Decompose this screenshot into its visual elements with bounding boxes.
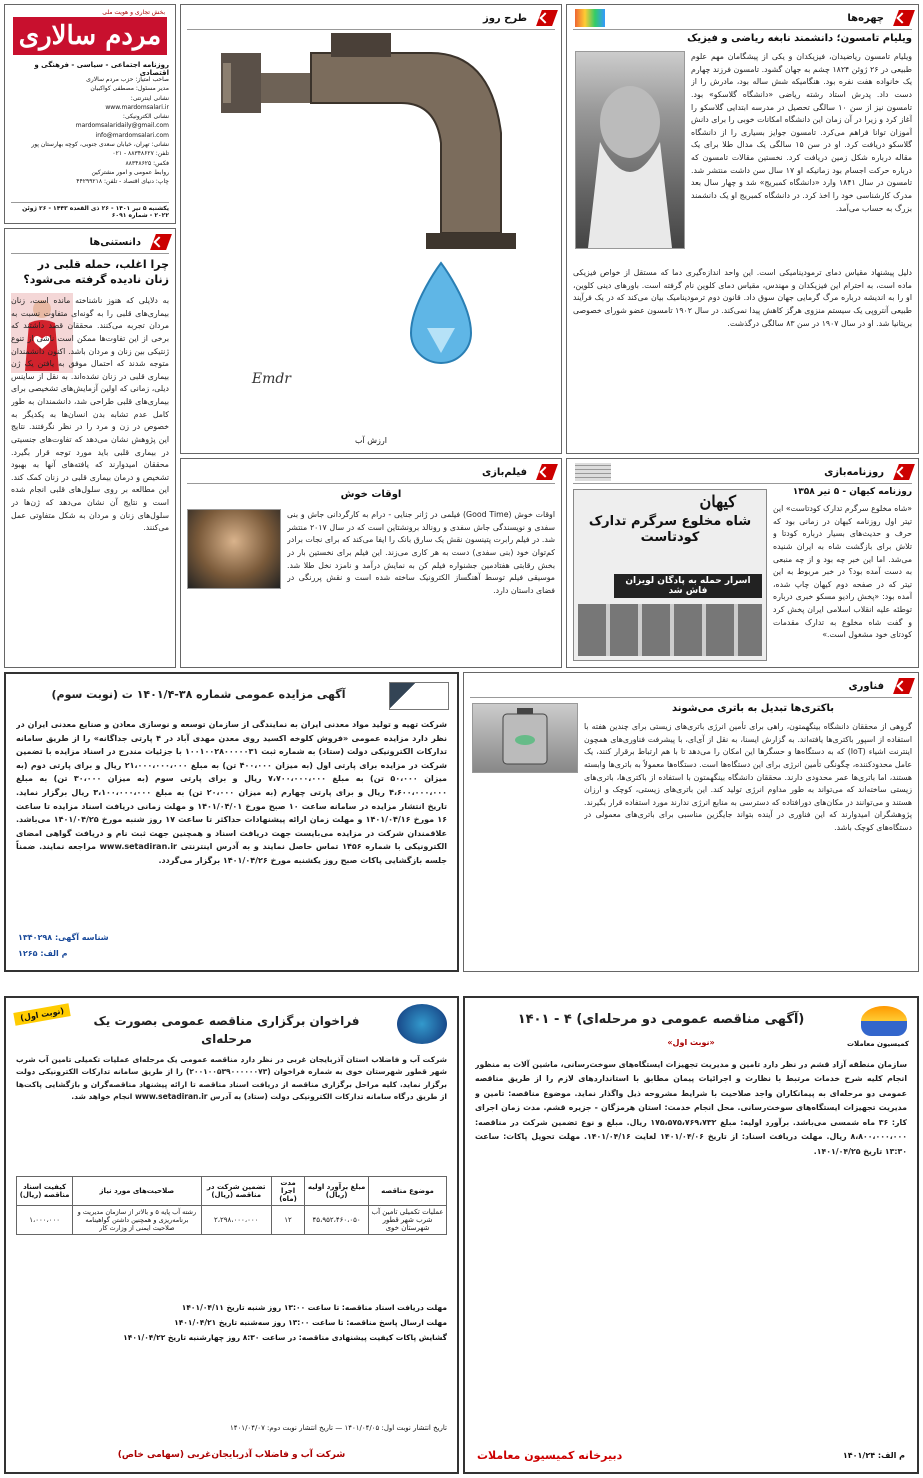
section-arrow-icon xyxy=(888,10,912,26)
ad-id: شناسه آگهی: ۱۳۴۰۲۹۸ xyxy=(18,933,109,942)
article-headline: چرا اغلب، حمله قلبی در زنان نادیده گرفته می‌شود؟ xyxy=(23,258,169,287)
article-body: اوقات خوش (Good Time) فیلمی در ژانر جنایی - درام به کارگردانی جاش و بنی سفدی و نویسندگی جاش سفدی و رونالد برونشتاین است که در سال ۲۰۱۷ منتشر شد. در فیلم رابرت پتینسون نقش یک سارق بانک را ایفا می‌کند که برای نجات برادر کم‌توان خود (بنی سفدی) دست به هر کاری می‌زند. این فیلم برای نخستین بار در بخش رقابتی هفتادمین جشنواره فیلم کن به نمایش درآمد و نامزد نخل طلا شد. موسیقی فیلم توسط آهنگساز الکترونیک ساخته شده است و نقش پررنگی در فضای داستان دارد. xyxy=(287,510,555,595)
article-headline: اوقات خوش xyxy=(340,489,402,500)
article-body: ویلیام تامسون ریاضیدان، فیزیکدان و یکی از پیشگامان مهم علوم طبیعی در ۲۶ ژوئن ۱۸۲۴ چشم به جهان گشود. تامسون فرزند چهارم یک خانواده هفت نفره بود. هنگامیکه شش ساله بود، مادرش را از دست داد. پدرش استاد رشته ریاضی «دانشگاه گلاسکو» بود. تامسون نیز از سن ۱۰ سالگی تحصیل در مدرسه ابتدایی گلاسکو را آغاز کرد و زیرا در آن زمان این دانشگاه امکانات خوبی را برای دانش آموزان توانا فراهم می‌کرد. تامسون جوایز بسیاری را از دانشگاه گلاسکو دریافت کرد. او در سن ۱۵ سالگی یک مدال طلا برای یک مقاله درباره شکل زمین دریافت کرد. نخستین مقالات تامسون که درباره حرکت اجسام بود زمانیکه او ۱۷ سال سن داشت منتشر شد. تامسون در سال ۱۸۴۱ وارد «دانشگاه کمبریج» شد و چهار سال بعد مدرک کارشناسی خود را اخذ کرد. در دانشگاه کمبریج او یک دانشمند بزرگ به حساب می‌آمد. xyxy=(691,52,912,213)
paper-sub-headline: اسرار حمله به پادگان لویزان فاش شد xyxy=(614,574,762,598)
ad-body: شرکت آب و فاضلاب استان آذربایجان غربی در نظر دارد مناقصه عمومی یک مرحله‌ای عملیات تکمیلی تامین آب شرب شهر قطور شهرستان خوی به شماره فراخوان (۲۰۰۱۰۰۵۳۹۰۰۰۰۰۰۷۳) را از طریق سامانه تدارکات الکترونیکی دولت برگزار نماید. کلیه مراحل برگزاری مناقصه از دریافت اسناد مناقصه تا ارائه پیشنهاد مناقصه‌گران و بازگشایی پاکت‌ها از طریق درگاه سامانه تدارکات الکترونیکی دولت (ستاد) به آدرس www.setadiran.ir انجام خواهد شد. xyxy=(16,1055,447,1102)
ad-dates: مهلت دریافت اسناد مناقصه: تا ساعت ۱۳:۰۰ روز شنبه تاریخ ۱۴۰۱/۰۴/۱۱ مهلت ارسال پاسخ مناقصه: تا ساعت ۱۳:۰۰ روز سه‌شنبه تاریخ ۱۴۰۱/۰۴/۲۱ گشایش پاکات کیفیت پیشنهادی مناقصه: در ساعت ۸:۳۰ روز چهارشنبه تاریخ ۱۴۰۱/۰۴/۲۲ xyxy=(123,1303,447,1342)
section-arrow-icon xyxy=(888,678,912,694)
ad-org: کمیسیون معاملات xyxy=(847,1040,909,1048)
section-arrow-icon xyxy=(531,464,555,480)
article-headline: باکتری‌ها تبدیل به باتری می‌شوند xyxy=(671,703,835,714)
masthead-info: صاحب امتیاز: حزب مردم سالاری مدیر مسئول: مصطفی کواکبیان نشانی اینترنتی: www.mardomsalari.ir نشانی الکترونیکی: mardomsalaridaily@gmail.com info@mardomsalari.com نشانی: تهران، خیابان سعدی جنوبی، کوچه بهارستان پور تلفن: ۸۸۳۴۸۶۲۷ - ۰۲۱ فکس: ۸۸۳۴۸۶۲۵ روابط عمومی و امور مشترکین چاپ: دنیای اقتصاد - تلفن: ۴۴۲۹۹۲۱۸ xyxy=(31,76,169,186)
article-body-continued: دلیل پیشنهاد مقیاس دمای ترمودینامیکی است. این واحد اندازه‌گیری دما که مستقل از خواص فیزیکی ماده است، به احترام این فیزیکدان و مهندس، مقیاس دمای کلوین نام گرفته است. باورهای دینی کلوین، او را به اندیشه درباره مرگ گرمایی جهان سوق داد. قانون دوم ترمودینامیک بیان می‌کند که در یک فرآیند طبیعی آنتروپی یک سیستم منزوی هرگز کاهش پیدا نمی‌کند. در سال ۱۹۰۲ تامسون عضو شورای خصوصی بریتانیا شد. او در سال ۱۹۰۷ در سن ۸۳ سالگی درگذشت. xyxy=(573,268,912,328)
masthead xyxy=(4,4,176,224)
film-section xyxy=(180,458,562,668)
section-arrow-icon xyxy=(531,10,555,26)
ad-badge: (نوبت اول) xyxy=(13,1003,71,1026)
section-header: فیلم‌بازی xyxy=(482,462,555,482)
ad-title: (آگهی مناقصه عمومی دو مرحله‌ای) ۴ - ۱۴۰۱ xyxy=(517,1012,805,1027)
science-section xyxy=(4,228,176,668)
stacked-papers-icon xyxy=(575,463,611,481)
svg-text:Emdr: Emdr xyxy=(251,371,291,387)
qeshm-tender-ad xyxy=(463,996,919,1474)
paper-big-headline: شاه مخلوع سرگرم تدارک کودتاست xyxy=(588,514,752,546)
film-still-photo xyxy=(187,509,281,589)
portraits-section xyxy=(566,4,919,454)
ad-body: سازمان منطقه آزاد قشم در نظر دارد تامین و مدیریت تجهیزات ایستگاه‌های سوخت‌رسانی، ماشین آلات به منظور انجام کلیه شرح خدمات مرتبط با نظارت و اجرائیات پیمان مطابق با استانداردهای لازم را از طریق مناقصه عمومی دو مرحله‌ای به پیمانکاران واجد صلاحیت با شرایط مشروحه ذیل واگذار نماید. موضوع مناقصه: تامین و مدیریت تجهیزات ایستگاه‌های سوخت‌رسانی. محل انجام خدمت: استان هرمزگان - جزیره قشم. مدت زمان اجرای کار: ۳۶ ماه شمسی می‌باشد. برآورد اولیه: مبلغ ۱۷۵،۵۷۵،۷۶۹،۷۳۲ ریال. مبلغ و نوع تضمین شرکت در مناقصه: ۸،۸۰۰،۰۰۰،۰۰۰ ریال. مهلت دریافت اسناد: از تاریخ ۱۴۰۱/۰۴/۰۶ لغایت ۱۴۰۱/۰۴/۱۶. مهلت تحویل پاکات: ساعت ۱۳:۳۰ تاریخ ۱۴۰۱/۰۴/۲۵. xyxy=(475,1060,907,1156)
portrait-photo xyxy=(575,51,685,249)
bacteria-battery-icon xyxy=(473,704,577,772)
ad-title: فراخوان برگزاری مناقصه عمومی بصورت یک مرحله‌ای xyxy=(93,1014,360,1046)
section-header: دانستنی‌ها xyxy=(90,232,169,252)
water-company-logo xyxy=(397,1004,447,1044)
ad-title: آگهی مزایده عمومی شماره ۳۸-۱۴۰۱/۴ ت (نوبت سوم) xyxy=(51,688,346,701)
paper-name: کیهان xyxy=(699,492,736,511)
ad-footer: دبیرخانه کمیسیون معاملات xyxy=(477,1449,623,1462)
section-header: روزنامه‌بازی xyxy=(824,462,912,482)
ad-note: تاریخ انتشار نوبت اول: ۱۴۰۱/۰۴/۰۵ — تاریخ انتشار نوبت دوم: ۱۴۰۱/۰۴/۰۷ xyxy=(230,1424,447,1432)
colorful-logo-icon xyxy=(575,9,605,27)
section-header: طرح روز xyxy=(483,8,555,28)
paper-photos xyxy=(578,604,762,656)
ad-badge: «نوبت اول» xyxy=(667,1038,715,1047)
technology-section xyxy=(463,672,919,972)
section-header: چهره‌ها xyxy=(847,8,912,28)
section-header: فناوری xyxy=(848,676,912,696)
cartoon-section xyxy=(180,4,562,454)
ad-code: م الف: ۱۲۶۵ xyxy=(18,949,68,958)
faucet-drop-cartoon xyxy=(201,33,543,428)
newspaper-logo: مردم سالاری xyxy=(13,17,167,55)
section-arrow-icon xyxy=(888,464,912,480)
ad-code: م الف: ۱۴۰۱/۲۴ xyxy=(842,1451,905,1460)
ad-footer: شرکت آب و فاضلاب آذربایجان‌غربی (سهامی خاص) xyxy=(117,1450,346,1460)
portrait-sketch-icon xyxy=(576,52,684,248)
ad-table: موضوع مناقصه مبلغ برآورد اولیه (ریال) مدت اجرا (ماه) تضمین شرکت در مناقصه (ریال) صلاحیت‌های مورد نیاز کیفیت اسناد مناقصه (ریال) عملیات تکمیلی تامین آب شرب شهر قطور شهرستان خوی ۴۵،۹۵۲،۴۶۰،۰۵۰ ۱۲ ۲،۲۹۸،۰۰۰،۰۰۰ رشته آب پایه ۵ و بالاتر از سازمان مدیریت و برنامه‌ریزی و همچنین داشتن گواهینامه صلاحیت ایمنی از وزارت کار ۱،۰۰۰،۰۰۰ xyxy=(16,1176,447,1235)
cartoon-caption: ارزش آب xyxy=(354,436,387,445)
article-headline: روزنامه کیهان - ۵ تیر ۱۳۵۸ xyxy=(792,487,912,497)
ad-org-logo xyxy=(389,682,449,710)
water-tender-ad xyxy=(4,996,459,1474)
masthead-tagline: بخش تجاری و هویت ملی xyxy=(102,9,165,16)
battery-illustration xyxy=(472,703,578,773)
article-headline: ویلیام تامسون؛ دانشمند نابغه ریاضی و فیزیک xyxy=(687,33,912,44)
newspaper-archive-section xyxy=(566,458,919,668)
article-body: به دلایلی که هنوز ناشناخته مانده است، زنان بیماری‌های قلبی را به گونه‌ای متفاوت نسبت به مردان تجربه می‌کنند. محققان قصد داشتند که برخی از این تفاوت‌ها ممکن است ناشی از تنوع ژنتیکی بین زنان و مردان باشد. اکنون دانشمندان متوجه شدند که احتمال موفق به یافتن یک ژن بیماری قلبی در زنان نشده‌اند. به نقل از ساینس دیلی، زمانی که اولین آزمایش‌های تشخیصی برای بیماری‌های قلبی طراحی شد، دانشمندان به طور کامل عدم تشابه بدن انسان‌ها به یکدیگر به خصوص در زن و مرد را در نظر نگرفتند. نتایج این پژوهش نشان می‌دهد که تفاوت‌های جنسیتی در بیماری قلبی باید مورد توجه قرار بگیرد. محققان امیدوارند که یافته‌های آنها به بهبود تشخیص و درمان بیماری قلبی در زنان کمک کند. این مطالعه بر روی سلول‌های قلبی انجام شده است و نتایج آن نشان می‌دهد که ژن‌ها در سلول‌های زنان و مردان به شکل متفاوتی عمل می‌کنند. xyxy=(11,296,169,533)
article-body: گروهی از محققان دانشگاه بینگهمتون، راهی برای تأمین انرژی باتری‌های زیستی برای چندین هفته با استفاده از اسپور باکتری‌ها یافته‌اند. به گزارش ایسنا، به نقل از آی‌ای، با پیشرفت فناوری‌های همچون اینترنت اشیاء (IoT) که به دستگاه‌ها و حسگرها این امکان را می‌دهد تا با هم ارتباط برقرار کنند، یک عامل محدودکننده، چگونگی تأمین انرژی برای این دستگاه‌ها است. دستگاه‌ها معمولاً به باتری‌ها وابسته هستند، اما باتری‌ها عمر محدودی دارند. محققان دانشگاه بینگهمتون با استفاده از باکتری‌ها، باتری‌های زیستی ساخته‌اند که می‌تواند به طور مداوم انرژی تولید کند. این باتری‌های زیستی، کوچک و ارزان هستند و می‌توانند در مکان‌های دورافتاده که دسترسی به منابع انرژی ندارند مورد استفاده قرار بگیرند. پژوهشگران امیدوارند که این فناوری در آینده بتواند جایگزین مناسبی برای باتری‌های معمولی در دستگاه‌های کوچک باشد. xyxy=(584,722,912,832)
article-body: «شاه مخلوع سرگرم تدارک کودتاست» این تیتر اول روزنامه کیهان در زمانی بود که حرف و حدیث‌های بسیار درباره کودتا و تلاش برای بازگشت شاه به ایران شنیده می‌شد. اما این خبر چه بود و از چه منبعی به دست آمده بود؟ در خبر مربوط به این تیتر که در صفحه دوم کیهان چاپ شده، آمده بود: «پخش رادیو مسکو خبری درباره توطئه علیه انقلاب اسلامی ایران پخش کرد و گفت شاه مخلوع به تدارک مقدمات کودتای خود مشغول است.» xyxy=(773,504,912,640)
auction-ad xyxy=(4,672,459,972)
kayhan-front-page xyxy=(573,489,767,661)
qeshm-logo xyxy=(861,1006,907,1036)
section-arrow-icon xyxy=(145,234,169,250)
masthead-subtitle: روزنامه اجتماعی - سیاسی - فرهنگی و اقتصادی xyxy=(34,61,169,77)
issue-date: یکشنبه ۵ تیر ۱۴۰۱ - ۲۶ ذی القعده ۱۴۴۳ - ۲۶ ژوئن ۲۰۲۲ - شماره ۶۰۹۱ xyxy=(11,202,169,219)
ad-body: شرکت تهیه و تولید مواد معدنی ایران به نمایندگی از سازمان توسعه و نوسازی معادن و صنایع معدنی ایران در نظر دارد مزایده عمومی «فروش کلوخه اکسید روی معدن مهدی آباد در ۴ پارتی جداگانه» را از طریق سامانه تدارکات الکترونیکی دولت (ستاد) به شماره ثبت ۱۰۰۱۰۰۲۸۰۰۰۰۰۳۱ با جزئیات مندرج در اسناد مزایده با تضمین شرکت در مزایده برای پارتی اول (به میزان ۴۰۰،۰۰۰ تن) به مبلغ ۲۱،۰۰۰،۰۰۰،۰۰۰ ریال و برای پارتی دوم (به میزان ۵۰،۰۰۰ تن) به مبلغ ۷،۷۰۰،۰۰۰،۰۰۰ ریال و برای پارتی سوم (به میزان ۳۰،۰۰۰ تن) به مبلغ ۴،۶۰۰،۰۰۰،۰۰۰ ریال و برای پارتی چهارم (به میزان ۲۰،۰۰۰ تن) به مبلغ ۳،۱۰۰،۰۰۰،۰۰۰ ریال برگزار نماید. تاریخ انتشار مزایده در سامانه ساعت ۱۰ صبح مورخ ۱۴۰۱/۰۴/۰۱ و مهلت زمانی دریافت اسناد مزایده تا ساعت ۱۶ مورخ ۱۴۰۱/۰۴/۱۶ و مهلت زمان ارائه پیشنهادات حداکثر تا ساعت ۱۷ روز شنبه مورخ ۱۴۰۱/۰۴/۲۵ می‌باشد. علاقمندان شرکت در مزایده می‌بایست جهت دریافت اسناد و همچنین جهت ثبت نام و دریافت گواهی امضای الکترونیکی با شماره ۱۴۵۶ تماس حاصل نمایند و به آدرس اینترنتی www.setadiran.ir مراجعه نمایند. ضمناً جلسه بازگشایی پاکات صبح روز یکشنبه مورخ ۱۴۰۱/۰۴/۲۶ برگزار می‌گردد. xyxy=(16,720,447,865)
